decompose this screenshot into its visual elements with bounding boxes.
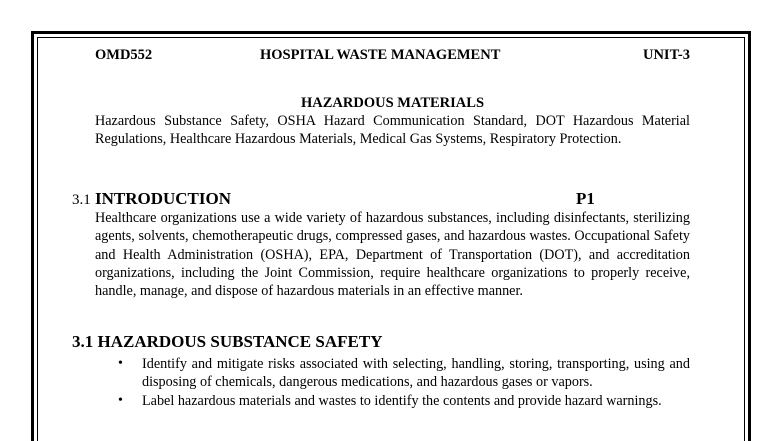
course-title: HOSPITAL WASTE MANAGEMENT: [260, 47, 501, 63]
section-title: HAZARDOUS MATERIALS: [300, 95, 485, 111]
unit-label: UNIT-3: [642, 47, 690, 63]
intro-body: Healthcare organizations use a wide variety of hazardous substances, including disinfectants, sterilizing agents, solvents, chemotherapeutic drugs, compressed gases, and hazardous wastes. Occupational Safety and Health Administration (OSHA), EPA, Department of Transportation (DOT), and accreditation organizations, including the Joint Commission, require healthcare organizations to properly receive, handle, manage, and dispose of hazardous materials in an effective manner.: [95, 210, 690, 300]
intro-number: 3.1: [72, 192, 91, 208]
bullet-icon: •: [118, 356, 123, 371]
intro-heading-text: INTRODUCTION: [95, 189, 232, 208]
page-marker: P1: [576, 189, 595, 208]
list-item-text: Label hazardous materials and wastes to identify the contents and provide hazard warnings.: [142, 392, 662, 409]
course-code: OMD552: [95, 47, 153, 63]
bullet-icon: •: [118, 392, 123, 408]
hazardous-safety-list: [118, 355, 690, 410]
hazardous-safety-heading: 3.1 HAZARDOUS SUBSTANCE SAFETY: [72, 332, 383, 351]
page-header: [95, 47, 690, 67]
list-item: [118, 392, 690, 410]
section-summary: Hazardous Substance Safety, OSHA Hazard Communication Standard, DOT Hazardous Material Regulations, Healthcare Hazardous Materials, Medical Gas Systems, Respiratory Protection.: [95, 113, 690, 148]
list-item: [118, 355, 690, 392]
list-item-text: Identify and mitigate risks associated with selecting, handling, storing, transporting, using and disposing of chemicals, dangerous medications, and hazardous gases or vapors.: [142, 356, 690, 391]
intro-heading: [72, 189, 692, 209]
